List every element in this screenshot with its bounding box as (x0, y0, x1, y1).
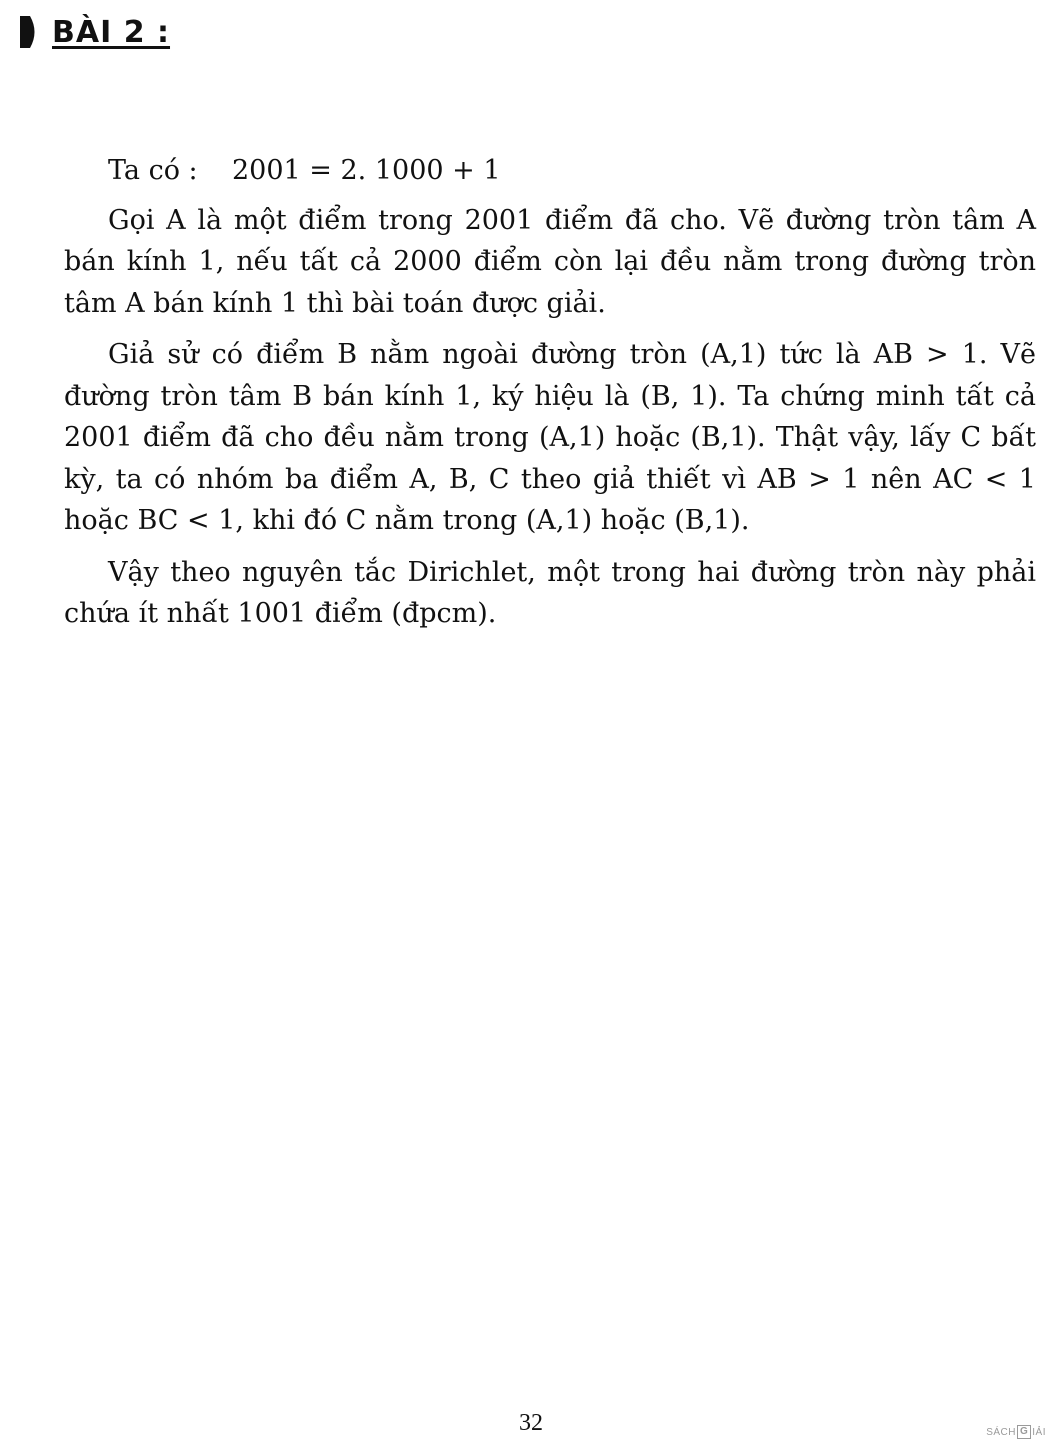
paragraph-2: Giả sử có điểm B nằm ngoài đường tròn (A,1) tức là AB > 1. Vẽ đường tròn tâm B bán kính 1, ký hiệu là (B, 1). Ta chứng minh tất cả 2001 điểm đã cho đều nằm trong (A,1) hoặc (B,1). Thật vậy, lấy C bất kỳ, ta có nhóm ba điểm A, B, C theo giả thiết vì AB > 1 nên AC < 1 hoặc BC < 1, khi đó C nằm trong (A,1) hoặc (B,1). (64, 339, 1036, 536)
solution-body (64, 150, 1036, 645)
brand-suffix: IẢI (1032, 1426, 1046, 1438)
brand-prefix: SÁCH (986, 1426, 1016, 1438)
intro-line (64, 150, 1036, 192)
section-heading (18, 14, 170, 50)
paragraph-3: Vậy theo nguyên tắc Dirichlet, một trong hai đường tròn này phải chứa ít nhất 1001 điểm (đpcm). (64, 556, 1036, 629)
page-number: 32 (519, 1410, 543, 1436)
intro-equation: 2001 = 2. 1000 + 1 (232, 155, 501, 186)
brand-box-letter: G (1017, 1425, 1031, 1439)
brand-logo (986, 1425, 1046, 1439)
intro-label: Ta có : (108, 155, 198, 186)
heading-marker-icon (18, 14, 40, 50)
heading-title: BÀI 2 : (52, 14, 171, 50)
paragraph-1: Gọi A là một điểm trong 2001 điểm đã cho. Vẽ đường tròn tâm A bán kính 1, nếu tất cả 2000 điểm còn lại đều nằm trong đường tròn tâm A bán kính 1 thì bài toán được giải. (64, 204, 1036, 319)
